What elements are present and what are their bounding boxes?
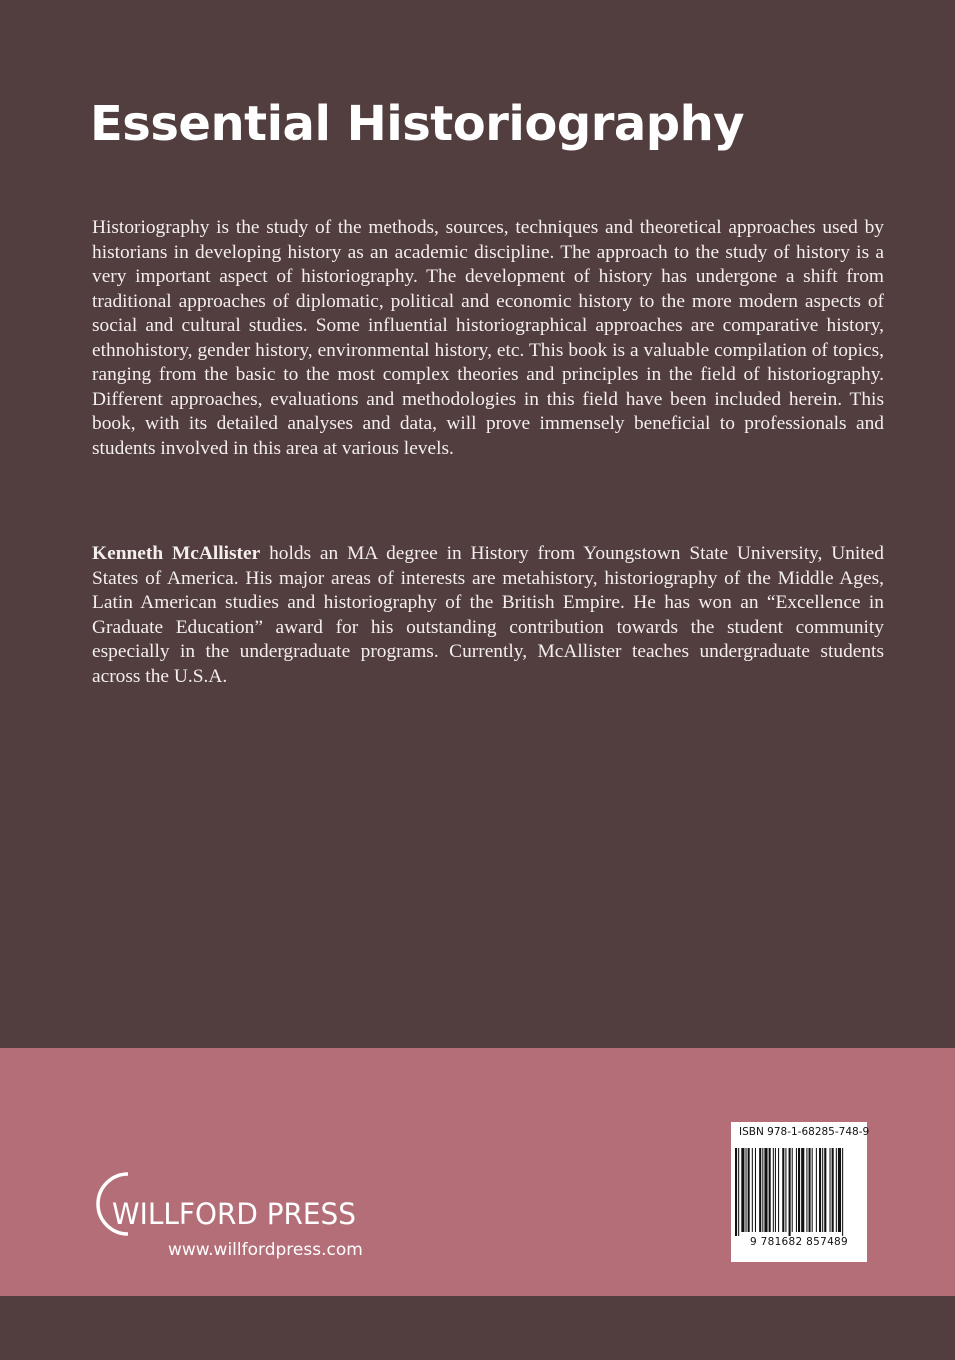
barcode-bar bbox=[789, 1148, 791, 1236]
barcode-bar bbox=[809, 1148, 811, 1232]
barcode-bar bbox=[746, 1148, 747, 1232]
barcode-digits: 9 781682 857489 bbox=[749, 1236, 849, 1248]
barcode-bar bbox=[816, 1148, 817, 1232]
barcode-bar bbox=[801, 1148, 804, 1232]
barcode-bar bbox=[769, 1148, 771, 1232]
barcode-bar bbox=[785, 1148, 786, 1232]
author-name: Kenneth McAllister bbox=[92, 543, 261, 564]
publisher-url: www.willfordpress.com bbox=[168, 1240, 363, 1260]
barcode-bar bbox=[812, 1148, 813, 1232]
barcode-bar bbox=[830, 1148, 831, 1232]
barcode-bar bbox=[748, 1148, 750, 1232]
author-bio bbox=[92, 542, 884, 689]
logo-wordmark: WILLFORD PRESS bbox=[112, 1197, 356, 1231]
barcode-bar bbox=[798, 1148, 800, 1232]
barcode-bar bbox=[762, 1148, 763, 1232]
barcode-bar bbox=[796, 1148, 797, 1232]
barcode-bar bbox=[819, 1148, 821, 1232]
barcode-bar bbox=[832, 1148, 834, 1232]
barcode-bar bbox=[838, 1148, 841, 1232]
barcode-bar bbox=[764, 1148, 767, 1232]
willford-press-logo-icon bbox=[90, 1170, 380, 1240]
barcode-bar bbox=[752, 1148, 753, 1232]
barcode-bar bbox=[822, 1148, 823, 1232]
barcode-bar bbox=[738, 1148, 739, 1236]
barcode-bars-icon bbox=[735, 1148, 863, 1236]
publisher-logo bbox=[90, 1170, 380, 1270]
barcode-bar bbox=[778, 1148, 779, 1232]
barcode-bar bbox=[759, 1148, 761, 1232]
barcode-bar bbox=[806, 1148, 807, 1232]
barcode-bar bbox=[824, 1148, 826, 1232]
barcode-bar bbox=[735, 1148, 737, 1236]
barcode-bar bbox=[836, 1148, 837, 1232]
barcode-bar bbox=[782, 1148, 784, 1232]
barcode-bar bbox=[741, 1148, 744, 1232]
barcode-bar bbox=[773, 1148, 774, 1232]
isbn-barcode bbox=[731, 1122, 870, 1262]
book-description: Historiography is the study of the methods, sources, techniques and theoretical approaches used by historians in developing history as an academic discipline. The approach to the study of history is a very important aspect of historiography. The development of history has undergone a shift from traditional approaches of diplomatic, political and economic history to the more modern aspects of social and cultural studies. Some influential historiographical approaches are comparative history, ethnohistory, gender history, environmental history, etc. This book is a valuable compilation of topics, ranging from the basic to the most complex theories and principles in the field of historiography. Different approaches, evaluations and methodologies in this field have been included herein. This book, with its detailed analyses and data, will prove immensely beneficial to professionals and students involved in this area at various levels. bbox=[92, 217, 884, 459]
author-bio-text: holds an MA degree in History from Youngstown State University, United States of America. His major areas of interests are metahistory, historiography of the Middle Ages, Latin American studies and historiography of the British Empire. He has won an “Excellence in Graduate Education” award for his outstanding contribution towards the student community especially in the undergraduate programs. Currently, McAllister teaches undergraduate students across the U.S.A. bbox=[92, 543, 884, 687]
book-title: Essential Historiography bbox=[90, 96, 745, 152]
barcode-bar bbox=[755, 1148, 756, 1232]
isbn-label: ISBN 978-1-68285-748-9 bbox=[739, 1126, 870, 1138]
barcode-bar bbox=[792, 1148, 793, 1232]
barcode-bar bbox=[842, 1148, 843, 1236]
barcode-bar bbox=[775, 1148, 776, 1232]
